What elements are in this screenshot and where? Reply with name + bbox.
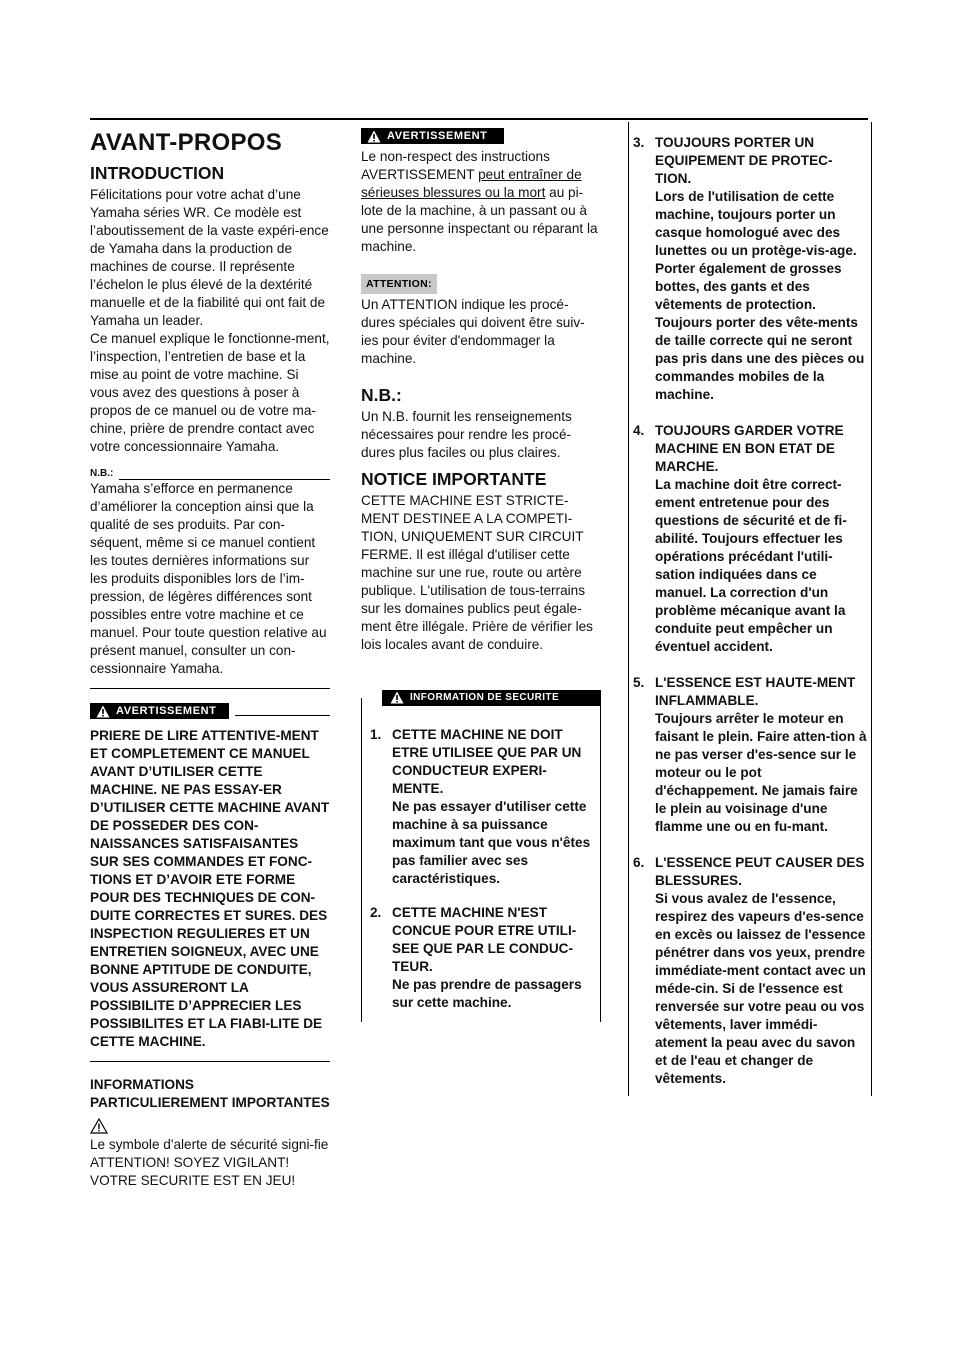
divider — [90, 1061, 330, 1062]
safety-item-6 — [633, 854, 868, 1088]
notice-heading: NOTICE IMPORTANTE — [361, 468, 547, 489]
nb-heading: N.B.: — [361, 384, 402, 405]
warning-badge-2 — [361, 128, 504, 144]
item-body: La machine doit être correct-ement entretenue pour des questions de sécurité et de fi-abilité. Toujours effectuer les opérations précédant l'utili-sation indiquées dans ce manuel. La correction d'un problème mécanique avant la conduite peut empêcher un éventuel accident. — [655, 477, 847, 654]
item-content — [655, 854, 868, 1088]
item-heading: TOUJOURS GARDER VOTRE MACHINE EN BON ETAT DE MARCHE. — [655, 423, 844, 474]
attention-text: Un ATTENTION indique les procé-dures spéciales qui doivent être suiv-ies pour éviter d'endommager la machine. — [361, 296, 585, 366]
safety-symbol-text: Le symbole d'alerte de sécurité signi-fie ATTENTION! SOYEZ VIGILANT! VOTRE SECURITE EST EN JEU! — [90, 1137, 329, 1188]
column-left — [90, 122, 330, 1190]
item-body: Si vous avalez de l'essence, respirez des vapeurs d'es-sence en excès ou laissez de l'essence pénétrer dans vos yeux, prendre immédiate-ment contact avec un méde-cin. Si de l'essence est renversée sur votre peau ou vos vêtements, laver immédi-atement la peau avec du savon et de l'eau et changer de vêtements. — [655, 891, 866, 1086]
item-heading: CETTE MACHINE N'EST CONCUE POUR ETRE UTILI-SEE QUE PAR LE CONDUC-TEUR. — [392, 904, 577, 974]
item-number: 4. — [633, 423, 645, 438]
nb-text: Yamaha s’efforce en permanence d’améliorer la conception ainsi que la qualité de ses produits. Par con-séquent, même si ce manuel contient les toutes dernières informations sur les produits disponibles lors de l’im-pression, de légères différences sont possibles entre votre machine et ce manuel. Pour toute question relative au présent manuel, consulter un con-cessionnaire Yamaha. — [90, 481, 327, 676]
item-number: 5. — [633, 675, 645, 690]
column-right — [633, 134, 868, 1106]
warning-explanation-a: Le non-respect des instructions AVERTISSEMENT — [361, 148, 550, 182]
safety-alert-icon — [90, 1118, 108, 1134]
item-heading: L'ESSENCE PEUT CAUSER DES BLESSURES. — [655, 855, 865, 888]
info-heading: INFORMATIONS PARTICULIEREMENT IMPORTANTES — [90, 1077, 330, 1110]
item-number: 3. — [633, 135, 645, 150]
item-content — [655, 422, 868, 656]
column-middle — [361, 122, 601, 1022]
warning-text: PRIERE DE LIRE ATTENTIVE-MENT ET COMPLETEMENT CE MANUEL AVANT D’UTILISER CETTE MACHINE. NE PAS ESSAY-ER D’UTILISER CETTE MACHINE AVANT DE POSSEDER DES CON-NAISSANCES SATISFAISANTES SUR SES COMMANDES ET FONC-TIONS ET D’AVOIR ETE FORME POUR DES TECHNIQUES DE CON-DUITE CORRECTES ET SURES. DES INSPECTION REGULIERES ET UN ENTRETIEN SOIGNEUX, AVEC UNE BONNE APTITUDE DE CONDUITE, VOUS ASSURERONT LA POSSIBILITE D’APPRECIER LES POSSIBILITES ET LA FIABI-LITE DE CETTE MACHINE. — [90, 728, 330, 1049]
item-content — [655, 674, 868, 836]
divider — [90, 688, 330, 689]
item-body: Ne pas essayer d'utiliser cette machine à sa puissance maximum tant que vous n'êtes pas familier avec ses caractéristiques. — [392, 798, 591, 886]
nb-header — [90, 468, 330, 480]
intro-paragraph-2: Ce manuel explique le fonctionne-ment, l’inspection, l’entretien de base et la mise au point de votre machine. Si vous avez des questions à poser à propos de ce manuel ou de votre ma-chine, prière de prendre contact avec votre concessionnaire Yamaha. — [90, 331, 330, 454]
safety-info-badge — [382, 690, 601, 706]
item-number: 1. — [370, 726, 382, 742]
nb-rule — [119, 473, 330, 480]
notice-text: CETTE MACHINE EST STRICTE-MENT DESTINEE A LA COMPETI-TION, UNIQUEMENT SUR CIRCUIT FERME. Il est illégal d'utiliser cette machine sur une rue, route ou artère publique. L'utilisation de tous-terrains sur les domaines publics peut égale-ment être illégale. Prière de vérifier les lois locales avant de conduire. — [361, 492, 593, 652]
warning-badge — [90, 703, 229, 719]
attention-badge: ATTENTION: — [361, 274, 437, 294]
warning-triangle-icon — [96, 705, 110, 718]
nb-label: N.B.: — [90, 468, 114, 479]
warning-triangle-icon — [390, 691, 404, 704]
item-number: 2. — [370, 904, 382, 920]
top-rule — [90, 118, 868, 120]
item-heading: CETTE MACHINE NE DOIT ETRE UTILISEE QUE PAR UN CONDUCTEUR EXPERI-MENTE. — [392, 726, 582, 796]
item-body: Lors de l'utilisation de cette machine, toujours porter un casque homologué avec des lunettes ou un protège-vis-age. Porter également de grosses bottes, des gants et des vêtements de protection. Toujours porter des vête-ments de taille correcte qui ne seront pas pris dans une des pièces ou commandes mobiles de la machine. — [655, 189, 865, 402]
safety-item-2 — [370, 904, 592, 1012]
warning-rule — [235, 707, 331, 716]
safety-item-4 — [633, 422, 868, 656]
warning-header — [90, 703, 330, 719]
item-body: Toujours arrêter le moteur en faisant le plein. Faire atten-tion à ne pas verser d'es-sence sur le moteur ou le pot d'échappement. Ne jamais faire le plein au voisinage d'une flamme une ou en fu-mant. — [655, 711, 867, 834]
item-content — [655, 134, 868, 404]
nb-explanation: Un N.B. fournit les renseignements nécessaires pour rendre les procé-dures plus faciles ou plus claires. — [361, 408, 572, 460]
item-content — [392, 904, 592, 1012]
introduction-heading: INTRODUCTION — [90, 163, 225, 183]
safety-item-1 — [370, 726, 592, 888]
item-number: 6. — [633, 855, 645, 870]
warning-label: AVERTISSEMENT — [116, 705, 217, 717]
warning-explanation — [361, 148, 601, 256]
safety-item-5 — [633, 674, 868, 836]
warning-header-2 — [361, 128, 601, 148]
warning-explanation-underlined: peut entraîner de sérieuses blessures ou la mort — [361, 166, 582, 200]
warning-explanation-b: au pi-lote de la machine, à un passant ou à une personne inspectant ou réparant la machine. — [361, 184, 598, 254]
warning-triangle-icon — [367, 130, 381, 143]
safety-info-box — [361, 691, 601, 1022]
safety-info-label: INFORMATION DE SECURITE — [410, 691, 560, 703]
warning-label-2: AVERTISSEMENT — [387, 130, 488, 142]
item-heading: L'ESSENCE EST HAUTE-MENT INFLAMMABLE. — [655, 675, 856, 708]
item-body: Ne pas prendre de passagers sur cette machine. — [392, 976, 582, 1010]
page-title: AVANT-PROPOS — [90, 129, 283, 156]
intro-paragraph-1: Félicitations pour votre achat d’une Yamaha séries WR. Ce modèle est l’aboutissement de la vaste expéri-ence de Yamaha dans la production de machines de course. Il représente l’échelon le plus élevé de la dextérité manuelle et de la fiabilité qui ont fait de Yamaha un leader. — [90, 187, 329, 328]
safety-item-3 — [633, 134, 868, 404]
item-content — [392, 726, 592, 888]
item-heading: TOUJOURS PORTER UN EQUIPEMENT DE PROTEC-TION. — [655, 135, 833, 186]
